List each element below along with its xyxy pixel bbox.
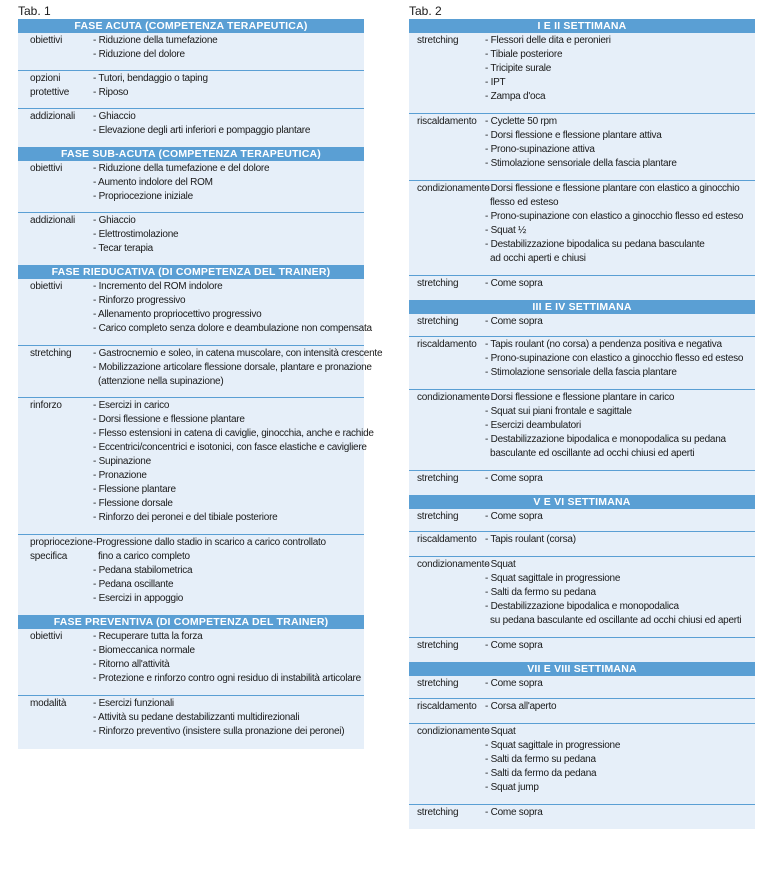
row-label: stretching xyxy=(417,278,459,289)
row-items xyxy=(485,472,755,486)
list-item: - Tricipite surale xyxy=(485,63,552,74)
list-item: - Prono-supinazione con elastico a ginocchio flesso ed esteso xyxy=(485,353,744,364)
table-row xyxy=(409,275,755,300)
list-item: - Riduzione della tumefazione e del dolore xyxy=(93,163,270,174)
table-row xyxy=(409,180,755,275)
table-row xyxy=(18,108,364,147)
list-item: (attenzione nella supinazione) xyxy=(93,376,224,387)
row-label: stretching xyxy=(417,807,459,818)
row-items xyxy=(485,34,755,104)
table-row xyxy=(18,345,383,397)
row-label: stretching xyxy=(417,35,459,46)
row-label: stretching xyxy=(417,678,459,689)
table-2 xyxy=(409,4,755,829)
table-row xyxy=(409,804,755,829)
table-row xyxy=(409,509,755,531)
list-item: - Esercizi funzionali xyxy=(93,698,174,709)
row-items xyxy=(485,533,755,547)
list-item: - Biomeccanica normale xyxy=(93,645,195,656)
list-item: - Tutori, bendaggio o taping xyxy=(93,73,208,84)
row-items xyxy=(485,338,755,380)
list-item: - Pedana oscillante xyxy=(93,579,174,590)
list-item: - Recuperare tutta la forza xyxy=(93,631,203,642)
list-item: - Stimolazione sensoriale della fascia plantare xyxy=(485,367,677,378)
row-items xyxy=(93,399,374,525)
list-item: - Salti da fermo su pedana xyxy=(485,754,596,765)
list-item: - Elevazione degli arti inferiori e pompaggio plantare xyxy=(93,125,311,136)
list-item: - Zampa d'oca xyxy=(485,91,546,102)
list-item: - Destabilizzazione bipodalica e monopodalica xyxy=(485,601,679,612)
list-item: - IPT xyxy=(485,77,506,88)
list-item: - Come sopra xyxy=(485,511,543,522)
list-item: - Flessori delle dita e peronieri xyxy=(485,35,611,46)
row-label: propriocezione specifica xyxy=(30,537,93,562)
row-items xyxy=(93,72,364,100)
table-row xyxy=(18,70,364,108)
table-row xyxy=(18,397,374,534)
table-row xyxy=(18,534,364,615)
table-row xyxy=(409,470,755,495)
list-item: - Tapis roulant (no corsa) a pendenza positiva e negativa xyxy=(485,339,722,350)
list-item: - Squat jump xyxy=(485,782,539,793)
list-item: - Esercizi in appoggio xyxy=(93,593,184,604)
list-item: - Squat sui piani frontale e sagittale xyxy=(485,406,632,417)
list-item: ad occhi aperti e chiusi xyxy=(485,253,586,264)
phase-block xyxy=(18,161,364,265)
row-items xyxy=(485,315,755,329)
row-label: riscaldamento xyxy=(417,534,477,545)
list-item: - Destabilizzazione bipodalica e monopodalica su pedana xyxy=(485,434,726,445)
list-item: - Squat xyxy=(485,559,516,570)
list-item: - Stimolazione sensoriale della fascia plantare xyxy=(485,158,677,169)
table-row xyxy=(409,556,755,637)
list-item: - Protezione e rinforzo contro ogni residuo di instabilità articolare xyxy=(93,673,361,684)
list-item: - Come sopra xyxy=(485,473,543,484)
phase-block xyxy=(18,33,364,147)
row-label: stretching xyxy=(417,473,459,484)
row-label: riscaldamento xyxy=(417,339,477,350)
row-label: stretching xyxy=(417,640,459,651)
list-item: - Come sopra xyxy=(485,807,543,818)
phase-header: FASE ACUTA (COMPETENZA TERAPEUTICA) xyxy=(18,19,364,33)
list-item: - Come sopra xyxy=(485,678,543,689)
table-row xyxy=(18,161,364,212)
list-item: - Prono-supinazione attiva xyxy=(485,144,595,155)
row-items xyxy=(485,277,755,291)
list-item: - Come sopra xyxy=(485,278,543,289)
list-item: - Come sopra xyxy=(485,316,543,327)
table-row xyxy=(409,637,755,662)
list-item: - Dorsi flessione e flessione plantare con elastico a ginocchio xyxy=(485,183,740,194)
table-row xyxy=(18,33,364,70)
row-items xyxy=(93,110,364,138)
row-label: obiettivi xyxy=(30,281,63,292)
list-item: - Squat ½ xyxy=(485,225,527,236)
list-item: - Destabilizzazione bipodalica su pedana basculante xyxy=(485,239,705,250)
table-1-body xyxy=(18,19,383,749)
list-item: - Squat sagittale in progressione xyxy=(485,740,621,751)
row-items xyxy=(485,115,755,171)
row-items xyxy=(485,806,755,820)
list-item: basculante ed oscillante ad occhi chiusi ed aperti xyxy=(485,448,695,459)
phase-block xyxy=(18,279,383,615)
phase-header: V E VI SETTIMANA xyxy=(409,495,755,509)
table-row xyxy=(409,698,755,723)
list-item: - Incremento del ROM indolore xyxy=(93,281,223,292)
row-label: obiettivi xyxy=(30,163,63,174)
phase-block xyxy=(409,33,755,300)
phase-header: FASE PREVENTIVA (DI COMPETENZA DEL TRAINER) xyxy=(18,615,364,629)
list-item: - Flesso estensioni in catena di caviglie, ginocchia, anche e rachide xyxy=(93,428,374,439)
row-items xyxy=(93,214,364,256)
row-label: addizionali xyxy=(30,215,76,226)
list-item: - Tibiale posteriore xyxy=(485,49,563,60)
table-1 xyxy=(18,4,383,749)
list-item: - Salti da fermo da pedana xyxy=(485,768,597,779)
list-item: - Allenamento propriocettivo progressivo xyxy=(93,309,262,320)
table-row xyxy=(409,336,755,389)
row-label: stretching xyxy=(417,511,459,522)
row-label: addizionali xyxy=(30,111,76,122)
list-item: - Pronazione xyxy=(93,470,147,481)
row-items xyxy=(93,162,364,204)
list-item: - Come sopra xyxy=(485,640,543,651)
table-row xyxy=(409,723,755,804)
row-items xyxy=(93,280,372,336)
table-row xyxy=(409,676,755,698)
list-item: fino a carico completo xyxy=(93,551,190,562)
table-row xyxy=(18,629,364,695)
row-label: rinforzo xyxy=(30,400,62,411)
row-label: riscaldamento xyxy=(417,701,477,712)
row-items xyxy=(93,34,364,62)
table-row xyxy=(18,279,372,345)
row-label: obiettivi xyxy=(30,631,63,642)
list-item: - Dorsi flessione e flessione plantare xyxy=(93,414,245,425)
list-item: - Aumento indolore del ROM xyxy=(93,177,213,188)
list-item: - Flessione plantare xyxy=(93,484,176,495)
table-2-label: Tab. 2 xyxy=(409,4,442,18)
list-item: - Esercizi in carico xyxy=(93,400,170,411)
list-item: flesso ed esteso xyxy=(485,197,559,208)
list-item: - Propriocezione iniziale xyxy=(93,191,193,202)
table-row xyxy=(409,314,755,336)
row-label: stretching xyxy=(417,316,459,327)
table-row xyxy=(18,212,364,265)
list-item: - Ghiaccio xyxy=(93,215,136,226)
row-items xyxy=(485,639,755,653)
phase-block xyxy=(18,629,364,749)
row-label: opzioni protettive xyxy=(30,73,70,98)
phase-header: FASE RIEDUCATIVA (DI COMPETENZA DEL TRAINER) xyxy=(18,265,364,279)
row-items xyxy=(93,630,364,686)
list-item: - Riduzione della tumefazione xyxy=(93,35,218,46)
phase-header: I E II SETTIMANA xyxy=(409,19,755,33)
table-row xyxy=(409,33,755,113)
list-item: - Squat xyxy=(485,726,516,737)
list-item: - Riduzione del dolore xyxy=(93,49,185,60)
row-items xyxy=(93,697,364,739)
list-item: - Ritorno all'attività xyxy=(93,659,170,670)
phase-block xyxy=(409,314,755,495)
row-items xyxy=(485,677,755,691)
list-item: - Supinazione xyxy=(93,456,151,467)
list-item: - Riposo xyxy=(93,87,129,98)
table-1-label: Tab. 1 xyxy=(18,4,51,18)
list-item: - Tecar terapia xyxy=(93,243,153,254)
table-row xyxy=(409,113,755,180)
list-item: - Prono-supinazione con elastico a ginocchio flesso ed esteso xyxy=(485,211,744,222)
list-item: - Cyclette 50 rpm xyxy=(485,116,557,127)
list-item: - Rinforzo preventivo (insistere sulla pronazione dei peronei) xyxy=(93,726,345,737)
table-row xyxy=(18,695,364,749)
phase-header: III E IV SETTIMANA xyxy=(409,300,755,314)
list-item: - Elettrostimolazione xyxy=(93,229,179,240)
row-label: condizionamento xyxy=(417,183,490,194)
list-item: -Progressione dallo stadio in scarico a carico controllato xyxy=(93,537,326,548)
list-item: - Rinforzo dei peronei e del tibiale posteriore xyxy=(93,512,278,523)
row-items xyxy=(485,700,755,714)
phase-header: VII E VIII SETTIMANA xyxy=(409,662,755,676)
row-items xyxy=(93,347,383,389)
list-item: - Ghiaccio xyxy=(93,111,136,122)
list-item: - Pedana stabilometrica xyxy=(93,565,193,576)
row-label: condizionamento xyxy=(417,392,490,403)
list-item: - Dorsi flessione e flessione plantare in carico xyxy=(485,392,675,403)
list-item: - Squat sagittale in progressione xyxy=(485,573,621,584)
list-item: - Esercizi deambulatori xyxy=(485,420,581,431)
row-items xyxy=(93,536,364,606)
list-item: - Corsa all'aperto xyxy=(485,701,557,712)
list-item: - Carico completo senza dolore e deambulazione non compensata xyxy=(93,323,372,334)
row-label: condizionamento xyxy=(417,726,490,737)
list-item: - Flessione dorsale xyxy=(93,498,173,509)
row-label: condizionamento xyxy=(417,559,490,570)
row-items xyxy=(485,182,755,266)
table-row xyxy=(409,389,755,470)
phase-block xyxy=(409,509,755,662)
list-item: - Dorsi flessione e flessione plantare attiva xyxy=(485,130,662,141)
row-items xyxy=(485,725,755,795)
phase-header: FASE SUB-ACUTA (COMPETENZA TERAPEUTICA) xyxy=(18,147,364,161)
list-item: - Rinforzo progressivo xyxy=(93,295,186,306)
row-label: riscaldamento xyxy=(417,116,477,127)
list-item: - Attività su pedane destabilizzanti multidirezionali xyxy=(93,712,300,723)
list-item: su pedana basculante ed oscillante ad occhi chiusi ed aperti xyxy=(485,615,742,626)
list-item: - Mobilizzazione articolare flessione dorsale, plantare e pronazione xyxy=(93,362,372,373)
list-item: - Tapis roulant (corsa) xyxy=(485,534,576,545)
list-item: - Gastrocnemio e soleo, in catena muscolare, con intensità crescente xyxy=(93,348,383,359)
row-items xyxy=(485,391,755,461)
table-row xyxy=(409,531,755,556)
row-items xyxy=(485,510,755,524)
list-item: - Eccentrici/concentrici e isotonici, con fasce elastiche e cavigliere xyxy=(93,442,367,453)
row-items xyxy=(485,558,755,628)
row-label: stretching xyxy=(30,348,72,359)
row-label: obiettivi xyxy=(30,35,63,46)
row-label: modalità xyxy=(30,698,67,709)
phase-block xyxy=(409,676,755,829)
table-2-body xyxy=(409,19,755,829)
list-item: - Salti da fermo su pedana xyxy=(485,587,596,598)
